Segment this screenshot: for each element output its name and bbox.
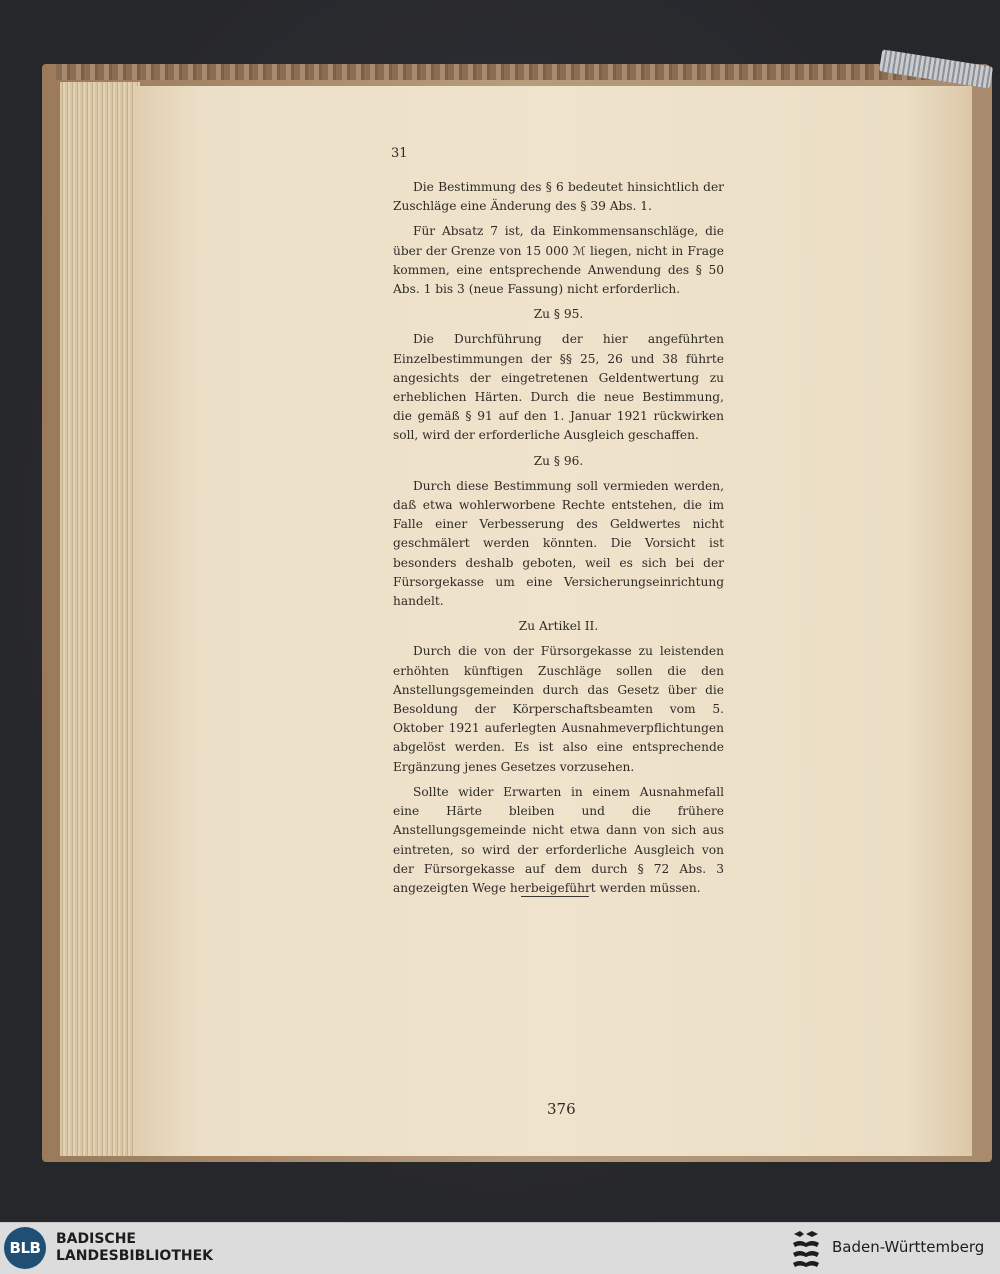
paragraph: Durch die von der Fürsorgekasse zu leistenden erhöhten künftigen Zuschläge sollen die den Anstellungsgemeinden durch das Gesetz über die Besoldung der Körperschaftsbeamten vom 5. Oktober 1921 auferlegten Ausnahmeverpflichtungen abgelöst werden. Es ist also eine entsprechende Ergänzung jenes Gesetzes vorzusehen. [393, 644, 724, 774]
page-stack-edge [60, 82, 140, 1156]
page-text [393, 178, 724, 904]
paragraph: Durch diese Bestimmung soll vermieden werden, daß etwa wohlerworbene Rechte entstehen, die im Falle einer Verbesserung des Geldwertes nicht geschmälert werden könnten. Die Vorsicht ist besonders deshalb geboten, weil es sich bei der Fürsorgekasse um eine Versicherungseinrichtung handelt. [393, 478, 724, 609]
section-heading: Zu Artikel II. [518, 619, 599, 634]
library-logo[interactable]: BLB [4, 1227, 46, 1269]
coat-of-arms-icon[interactable] [790, 1228, 822, 1268]
paragraph: Sollte wider Erwarten in einem Ausnahmefall eine Härte bleiben und die frühere Anstellungsgemeinde nicht etwa dann von sich aus eintreten, so wird der erforderliche Ausgleich von der Fürsorgekasse auf dem durch § 72 Abs. 3 angezeigten Wege herbeigeführt werden müssen. [393, 784, 724, 895]
paragraph: Die Durchführung der hier angeführten Einzelbestimmungen der §§ 25, 26 und 38 führte angesichts der eingetretenen Geldentwertung zu erheblichen Härten. Durch die neue Bestimmung, die gemäß § 91 auf den 1. Januar 1921 rückwirken soll, wird der erforderliche Ausgleich geschaffen. [393, 332, 724, 443]
library-name-line: LANDESBIBLIOTHEK [56, 1248, 214, 1264]
closing-rule [521, 896, 589, 897]
section-heading: Zu § 95. [533, 307, 584, 322]
paragraph: Die Bestimmung des § 6 bedeutet hinsichtlich der Zuschläge eine Änderung des § 39 Abs. 1. [393, 180, 724, 214]
section-heading: Zu § 96. [533, 453, 584, 468]
library-name-line: BADISCHE [56, 1231, 136, 1247]
paragraph: Für Absatz 7 ist, da Einkommensanschläge, die über der Grenze von 15 000 ℳ liegen, nicht in Frage kommen, eine entsprechende Anwendung des § 50 Abs. 1 bis 3 (neue Fassung) nicht erforderlich. [393, 224, 724, 297]
state-name[interactable]: Baden-Württemberg [832, 1238, 985, 1256]
library-name[interactable] [56, 1231, 213, 1265]
book-top-edge [56, 64, 986, 80]
footer-page-number: 376 [547, 1100, 576, 1118]
header-page-number: 31 [391, 146, 408, 161]
